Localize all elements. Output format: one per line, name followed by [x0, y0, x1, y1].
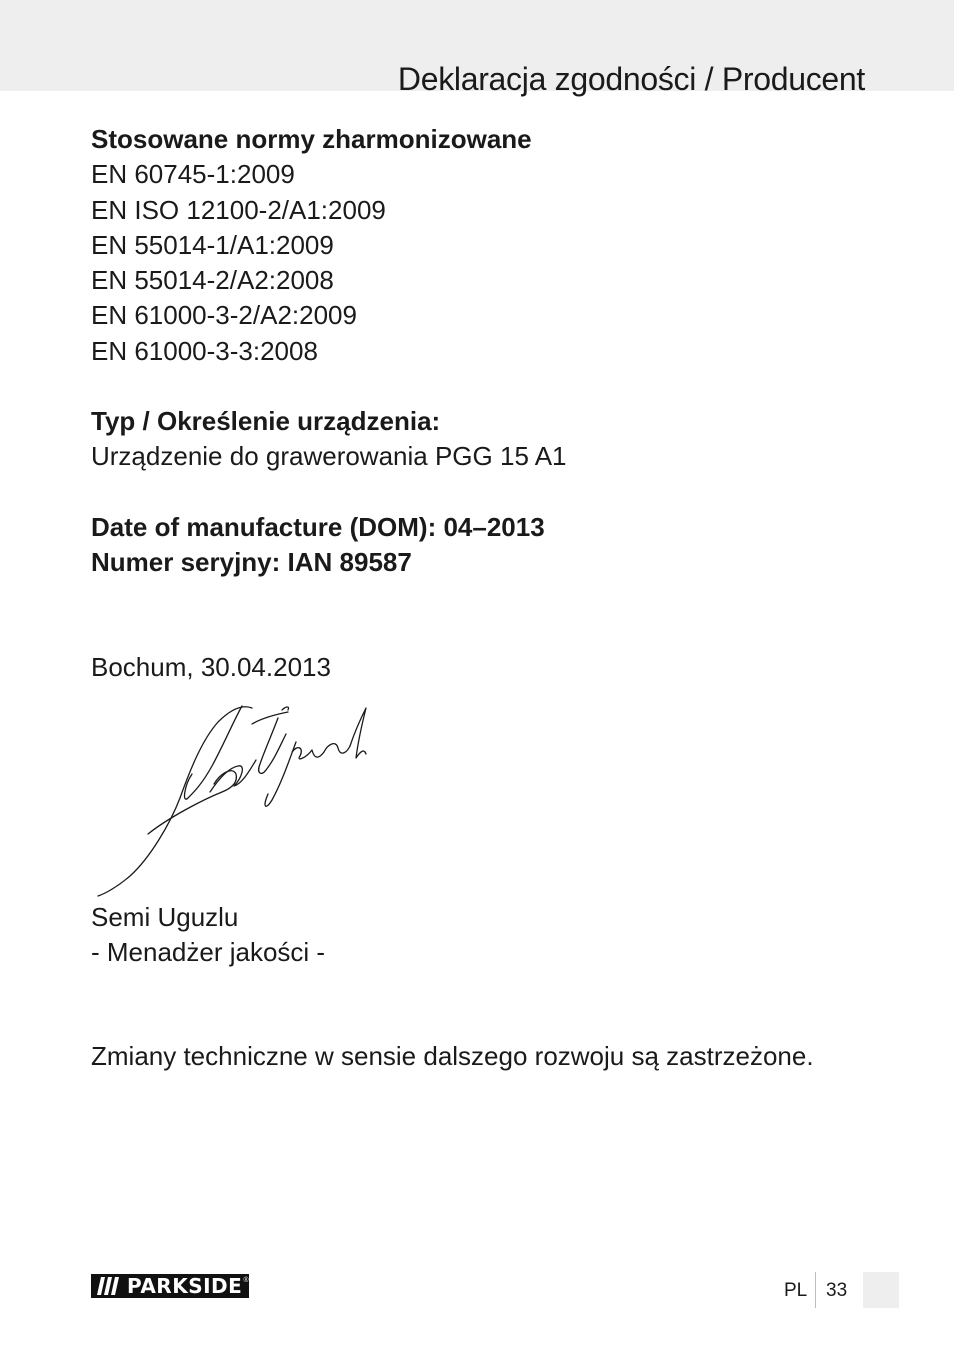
signer-role: - Menadżer jakości -	[91, 937, 326, 968]
standard-item: EN 61000-3-3:2008	[91, 335, 318, 366]
footer-divider	[815, 1272, 816, 1308]
standard-item: EN ISO 12100-2/A1:2009	[91, 194, 386, 225]
parkside-logo	[91, 1274, 249, 1298]
page-title: Deklaracja zgodności / Producent	[397, 61, 865, 98]
language-code: PL	[784, 1280, 808, 1301]
logo-text: PARKSIDE	[127, 1274, 243, 1298]
place-date: Bochum, 30.04.2013	[91, 652, 331, 682]
standards-heading: Stosowane normy zharmonizowane	[91, 124, 532, 154]
device-value: Urządzenie do grawerowania PGG 15 A1	[91, 441, 567, 472]
page-tab-marker	[863, 1272, 899, 1308]
standard-item: EN 55014-2/A2:2008	[91, 265, 334, 296]
signer-block	[91, 900, 325, 971]
signature-image	[92, 700, 372, 900]
device-heading: Typ / Określenie urządzenia:	[91, 406, 441, 437]
registered-mark: ®	[243, 1277, 249, 1284]
standard-item: EN 61000-3-2/A2:2009	[91, 300, 357, 331]
logo-stripes-icon	[95, 1274, 125, 1298]
standard-item: EN 55014-1/A1:2009	[91, 229, 334, 260]
page-number: 33	[826, 1280, 848, 1301]
signer-name: Semi Uguzlu	[91, 902, 239, 932]
manufacture-date: Date of manufacture (DOM): 04–2013	[91, 511, 545, 542]
technical-changes-notice: Zmiany techniczne w sensie dalszego rozwoju są zastrzeżone.	[91, 1041, 814, 1071]
declaration-content	[91, 122, 891, 580]
serial-number: Numer seryjny: IAN 89587	[91, 546, 412, 577]
standard-item: EN 60745-1:2009	[91, 159, 295, 190]
